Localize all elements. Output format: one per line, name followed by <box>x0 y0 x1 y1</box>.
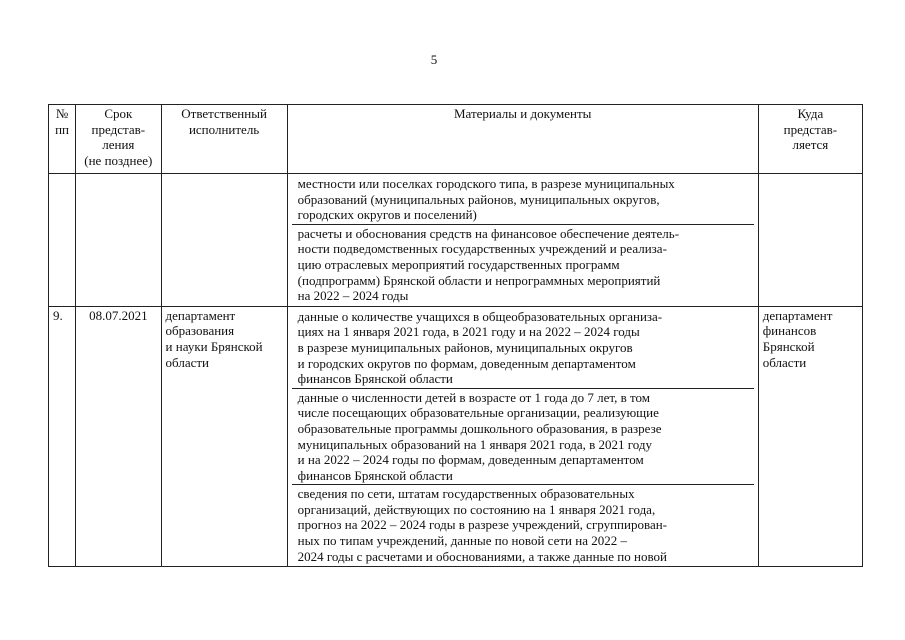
header-num <box>49 105 76 174</box>
cell-text-line: Брянской <box>762 338 815 354</box>
row-materials <box>287 306 758 567</box>
cell-text-line: и науки Брянской <box>165 338 263 354</box>
materials-text-line: муниципальных образований на 1 января 2021 года, в 2021 году <box>297 436 652 452</box>
materials-item <box>292 308 754 388</box>
cell-text-line: № <box>55 106 69 121</box>
materials-text-line: ности подведомственных государственных учреждений и реализа- <box>297 241 667 257</box>
cell-text-line: департамент <box>165 307 236 323</box>
materials-text-line: числе посещающих образовательные организации, реализующие <box>297 405 659 421</box>
submission-schedule-table <box>48 104 863 567</box>
cell-text-line: (не позднее) <box>84 152 153 168</box>
table-row-9 <box>49 306 863 567</box>
materials-text-line: и на 2022 – 2024 годы по формам, доведенным департаментом <box>297 452 644 468</box>
table-header-row <box>49 105 863 174</box>
header-materials <box>287 105 758 174</box>
cell-text-line: Куда <box>797 106 824 121</box>
materials-text-line: прогноз на 2022 – 2024 годы в разрезе учреждений, сгруппирован- <box>297 517 667 533</box>
materials-text-line: организаций, действующих по состоянию на 1 января 2021 года, <box>297 501 656 517</box>
materials-text-line: ных по типам учреждений, данные по новой сети на 2022 – <box>297 533 627 549</box>
cell-text-line: Срок <box>104 106 133 121</box>
materials-text-line: образований (муниципальных районов, муниципальных округов, <box>297 191 660 207</box>
materials-item <box>292 175 754 224</box>
cell-text-line: Ответственный <box>181 106 267 121</box>
header-destination <box>758 105 862 174</box>
cell-text-line: ления <box>102 137 135 153</box>
row-number: 9. <box>49 306 76 567</box>
materials-text-line: (подпрограмм) Брянской области и непрограммных мероприятий <box>297 272 661 288</box>
header-deadline <box>76 105 161 174</box>
materials-text-line: финансов Брянской области <box>297 371 453 387</box>
materials-text-line: циях на 1 января 2021 года, в 2021 году и на 2022 – 2024 годы <box>297 324 640 340</box>
row-deadline <box>76 174 161 307</box>
row-deadline: 08.07.2021 <box>76 306 161 567</box>
materials-text-line: сведения по сети, штатам государственных образовательных <box>297 486 635 502</box>
row-number <box>49 174 76 307</box>
header-executor <box>161 105 287 174</box>
row-destination <box>758 306 862 567</box>
materials-text-line: данные о численности детей в возрасте от 1 года до 7 лет, в том <box>297 389 650 405</box>
cell-text-line: пп <box>55 121 69 137</box>
page-number: 5 <box>430 52 438 67</box>
materials-text-line: цию отраслевых мероприятий государственных программ <box>297 256 620 272</box>
row-executor <box>161 306 287 567</box>
materials-text-line: данные о количестве учащихся в общеобразовательных организа- <box>297 308 663 324</box>
row-materials <box>287 174 758 307</box>
materials-text-line: городских округов и поселений) <box>297 207 477 223</box>
cell-text-line: исполнитель <box>188 121 260 137</box>
cell-text-line: области <box>762 354 807 370</box>
materials-item <box>292 484 754 565</box>
materials-text-line: образовательные программы дошкольного образования, в разрезе <box>297 420 662 436</box>
materials-text-line: в разрезе муниципальных районов, муниципальных округов <box>297 339 633 355</box>
cell-text-line: образования <box>165 323 235 339</box>
cell-text-line: департамент <box>762 307 833 323</box>
row-executor <box>161 174 287 307</box>
table-row-continued <box>49 174 863 307</box>
materials-item <box>292 224 754 305</box>
materials-item <box>292 388 754 485</box>
cell-text-line: ляется <box>792 137 829 153</box>
materials-text-line: 2024 годы с расчетами и обоснованиями, а также данные по новой <box>297 548 667 564</box>
materials-text-line: и городских округов по формам, доведенным департаментом <box>297 355 636 371</box>
materials-text-line: на 2022 – 2024 годы <box>297 288 409 304</box>
row-destination <box>758 174 862 307</box>
cell-text-line: Материалы и документы <box>453 106 592 121</box>
materials-text-line: финансов Брянской области <box>297 467 453 483</box>
cell-text-line: представ- <box>783 121 838 137</box>
materials-text-line: местности или поселках городского типа, в разрезе муниципальных <box>297 176 675 191</box>
cell-text-line: области <box>165 354 210 370</box>
materials-text-line: расчеты и обоснования средств на финансовое обеспечение деятель- <box>297 225 680 241</box>
cell-text-line: финансов <box>762 323 817 339</box>
cell-text-line: представ- <box>91 121 146 137</box>
